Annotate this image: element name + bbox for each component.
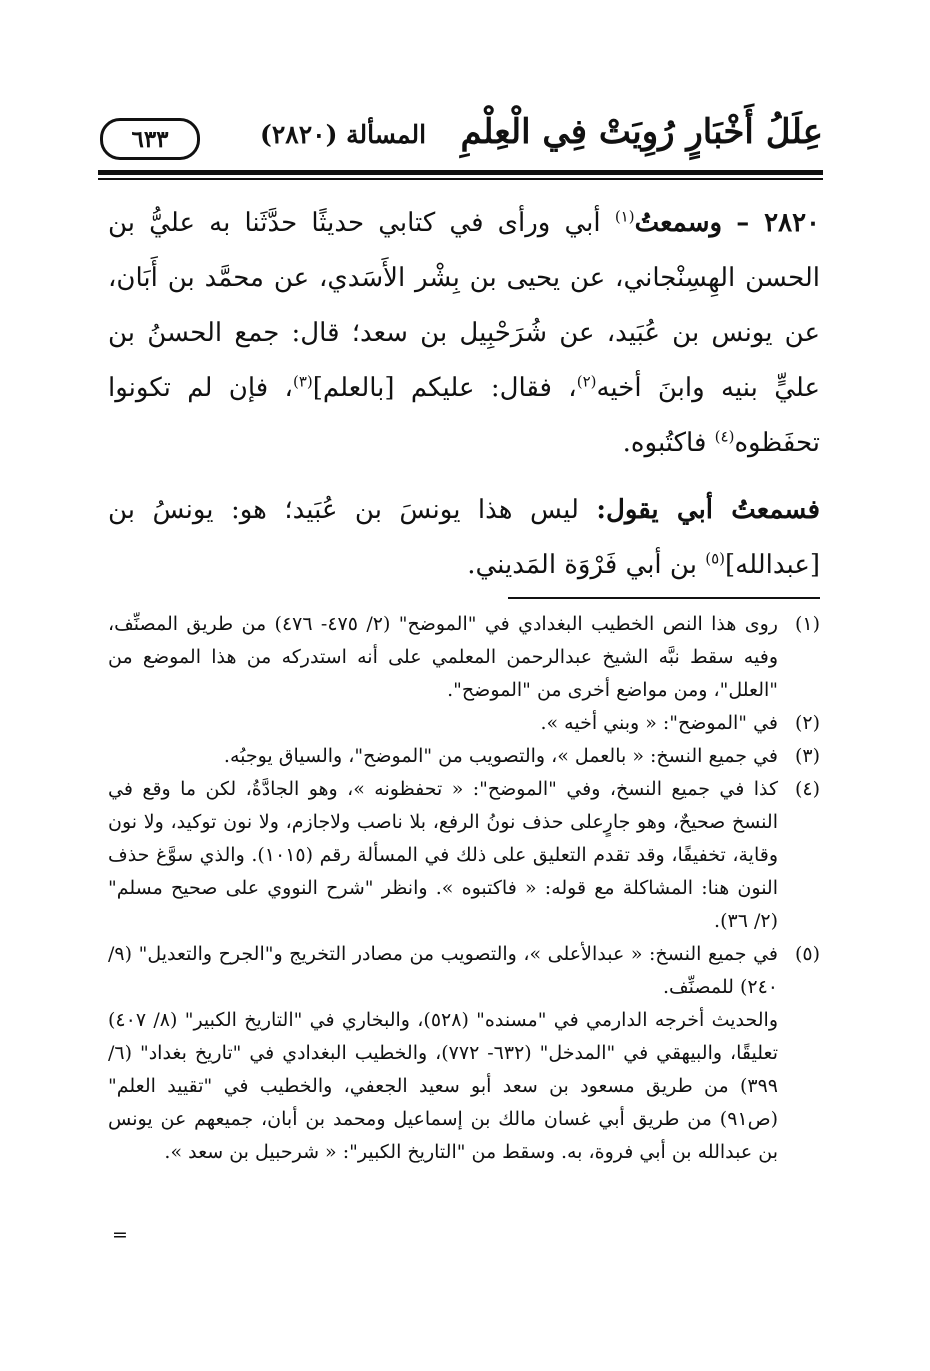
paragraph-2-text-a: ليس هذا يونسَ بن عُبَيد؛ هو: يونسُ بن [عبدالله]	[108, 495, 820, 580]
footnote-text: في جميع النسخ: « بالعمل »، والتصويب من "الموضح"، والسياق يوجبُه.	[223, 745, 778, 767]
continuation-mark: =	[112, 1224, 128, 1246]
footnote-mark: (٣)	[794, 745, 820, 767]
header-rule-thin	[98, 178, 823, 180]
footnote-mark: (٥)	[794, 943, 820, 965]
footnote-4	[108, 773, 820, 938]
footnote-text: كذا في جميع النسخ، وفي "الموضح": « تحفظونه »، وهو الجادَّةُ، لكن ما وقع في النسخ صحيحٌ، وهو جارٍعلى حذف نونُ الرفع، بلا ناصب ولاجازم، ولا نون توكيد، ولا نون وقاية، تخفيفًا، وقد تقدم التعليق على ذلك في المسألة رقم (١٠١٥). والذي سوَّغ حذف النون هنا: المشاكلة مع قوله: « فاكتبوه ». وانظر "شرح النووي على صحيح مسلم" (٢/ ٣٦).	[108, 778, 778, 932]
page-number: ٦٣٣	[131, 125, 169, 153]
page-header	[98, 110, 823, 168]
footnote-3	[108, 740, 820, 773]
footnote-ref-4[interactable]: (٤)	[714, 427, 735, 446]
footnote-text: في جميع النسخ: « عبدالأعلى »، والتصويب من مصادر التخريج و"الجرح والتعديل" (٩/ ٢٤٠) للمصنِّف.	[108, 943, 778, 998]
paragraph-1-text-d: فاكتُبوه.	[622, 428, 707, 458]
page-number-oval	[100, 118, 200, 160]
footnote-ref-5[interactable]: (٥)	[705, 549, 725, 568]
footnote-1	[108, 608, 820, 707]
issue-number: ٢٨٢٠ –	[736, 208, 821, 238]
paragraph-2-text-b: بن أبي فَرْوَة المَديني.	[467, 550, 697, 580]
main-text	[108, 196, 820, 593]
footnote-text: في "الموضح": « وبني أخيه ».	[540, 712, 778, 734]
footnote-mark: (٢)	[794, 712, 820, 734]
footnote-ref-1[interactable]: (١)	[614, 207, 635, 226]
footnote-text: روى هذا النص الخطيب البغدادي في "الموضح" (٢/ ٤٧٥- ٤٧٦) من طريق المصنِّف، وفيه سقط نبَّه الشيخ عبدالرحمن المعلمي على أنه استدركه من هذا الموضع من "العلل"، ومن مواضع أخرى من "الموضح".	[108, 613, 778, 701]
paragraph-2-lead: فسمعتُ أبي يقول:	[596, 495, 820, 525]
paragraph-1	[108, 196, 820, 471]
footnote-5-continuation: والحديث أخرجه الدارمي في "مسنده" (٥٢٨)، والبخاري في "التاريخ الكبير" (٨/ ٤٠٧) تعليقًا، والبيهقي في "المدخل" (٦٣٢- ٧٧٢)، والخطيب البغدادي في "تاريخ بغداد" (٦/ ٣٩٩) من طريق مسعود بن سعد أبو سعيد الجعفي، والخطيب في "تقييد العلم" (ص٩١) من طريق أبي غسان مالك بن إسماعيل ومحمد بن أبان، جميعهم عن يونس بن عبدالله بن أبي فروة، به. وسقط من "التاريخ الكبير": « شرحبيل بن سعد ».	[108, 1009, 778, 1163]
paragraph-2	[108, 483, 820, 593]
footnotes	[108, 608, 820, 1169]
paragraph-1-text-a: أبي ورأى في كتابي حديثًا حدَّثَنا به عليُّ بن الحسن الهِسِنْجاني، عن يحيى بن بِشْر الأَسَدي، عن محمَّد بن أَبَان، عن يونس بن عُبَيد، عن شُرَحْبِيل بن سعد؛ قال: جمع الحسنُ بن عليٍّ بنيه وابنَ أخيه	[108, 208, 820, 403]
footnote-mark: (١)	[794, 613, 820, 635]
header-rule-thick	[98, 170, 823, 175]
footnote-ref-3[interactable]: (٣)	[292, 372, 313, 391]
paragraph-1-text-c: ، فإن لم تكونوا تحفَظوه	[108, 373, 820, 458]
footnote-ref-2[interactable]: (٢)	[576, 372, 597, 391]
footnote-separator	[508, 597, 820, 599]
running-title: عِلَلُ أَخْبَارٍ رُوِيَتْ فِي الْعِلْمِ	[460, 112, 823, 152]
narration-verb: وسمعتُ	[634, 208, 723, 238]
paragraph-1-text-b: ، فقال: عليكم [بالعلم]	[312, 373, 577, 403]
footnote-2	[108, 707, 820, 740]
issue-label: المسألة (٢٨٢٠)	[260, 120, 427, 149]
footnote-5	[108, 938, 820, 1004]
footnote-mark: (٤)	[794, 778, 820, 800]
